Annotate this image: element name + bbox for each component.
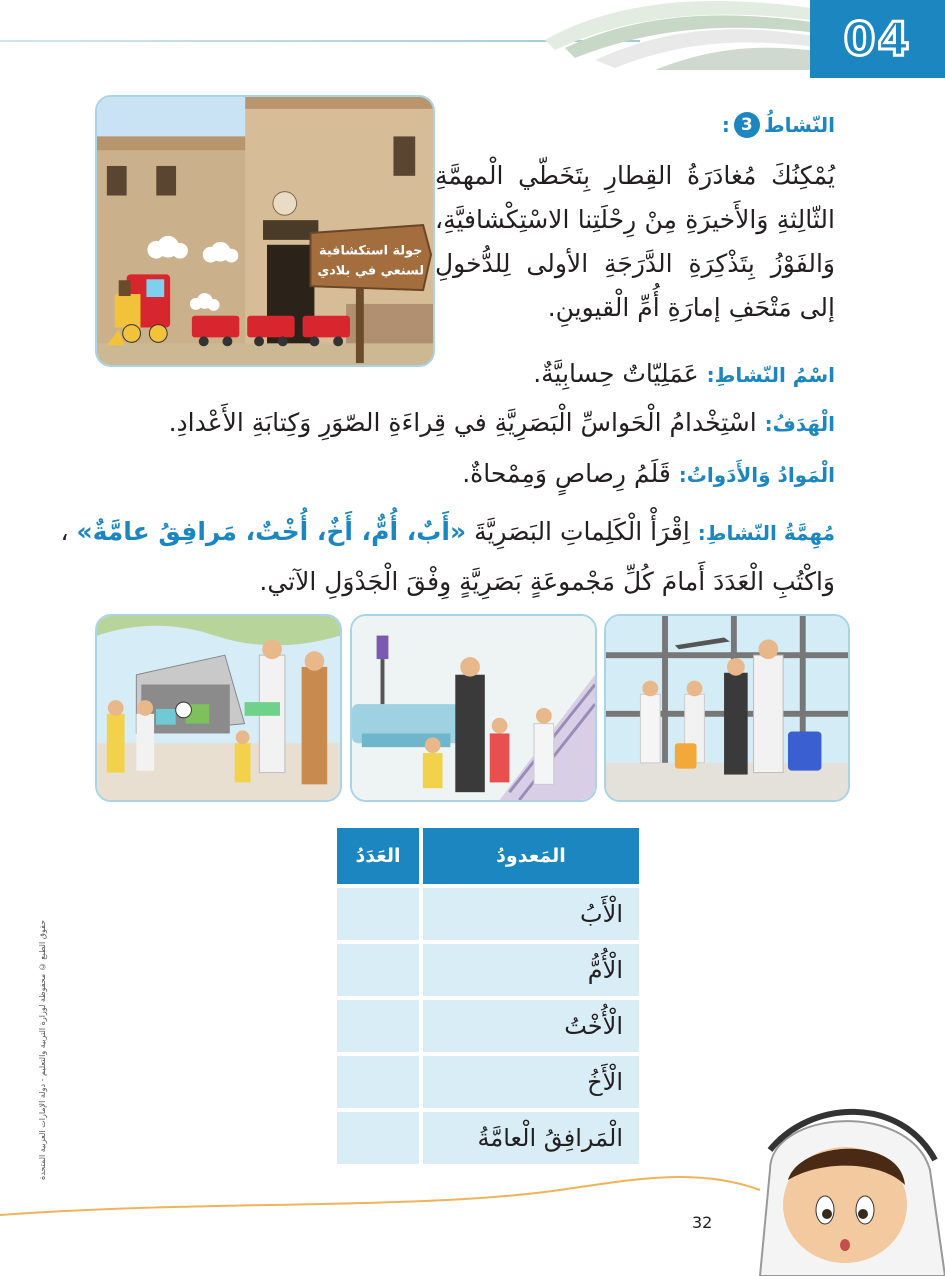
activity-name-row: [533, 356, 835, 393]
family-airport-illustration: [604, 614, 850, 802]
activity-name-value: عَمَلِيّاتٌ حِسابِيَّةٌ.: [533, 359, 699, 388]
row-item: الْمَرافِقُ الْعامَّةُ: [423, 1112, 639, 1164]
col-number-header: العَدَدُ: [337, 828, 419, 884]
table-row: [337, 1056, 639, 1108]
family-car-illustration: [95, 614, 342, 802]
table-row: [337, 1000, 639, 1052]
activity-name-label: اسْمُ النّشاطِ:: [706, 363, 835, 387]
number-answer-cell[interactable]: [337, 1112, 419, 1164]
task-value-b: ،: [60, 517, 69, 546]
activity-paragraph: يُمْكِنُكَ مُغادَرَةُ القِطارِ بِتَخَطّي الْمهمَّةِ الثّالِثةِ وَالأَخيرَةِ مِنْ رِحْلَتِنا الاسْتِكْشافيَّةِ، وَالفَوْزُ بِتَذْكِرَةِ الدَّرَجَةِ الأولى لِلدُّخولِ إلى مَتْحَفِ إمارَةِ أُمِّ الْقيوينِ.: [435, 161, 835, 322]
task-value-a: اِقْرَأْ الْكَلِماتِ البَصَرِيَّةَ: [474, 517, 690, 546]
task-line2: وَاكْتُبِ الْعَدَدَ أَمامَ كُلِّ مَجْموعَةٍ بَصَرِيَّةٍ وِفْقَ الْجَدْوَلِ الآتي.: [259, 567, 835, 596]
counting-table: [333, 824, 643, 1168]
activity-number-badge: 3: [734, 112, 760, 138]
table-row: [337, 1112, 639, 1164]
museum-train-photo: [95, 95, 435, 367]
uae-flag-decoration: [535, 0, 825, 70]
row-item: الْأَخُ: [423, 1056, 639, 1108]
task-row: [60, 514, 835, 551]
number-answer-cell[interactable]: [337, 1000, 419, 1052]
unit-number-badge: [810, 0, 945, 78]
activity-colon: :: [721, 113, 730, 137]
materials-row: [462, 456, 835, 493]
row-item: الْأُخْتُ: [423, 1000, 639, 1052]
copyright-note: حقوق الطبع © محفوظة لوزارة التربية والتعليم - دولة الإمارات العربية المتحدة: [38, 919, 47, 1180]
unit-number: 04: [843, 12, 912, 66]
row-item: الْأُمُّ: [423, 944, 639, 996]
activity-title: النّشاطُ: [763, 113, 835, 137]
table-row: [337, 888, 639, 940]
mascot-boy-illustration: [730, 1090, 945, 1276]
materials-label: الْمَوادُ وَالأَدَواتُ:: [678, 463, 835, 487]
goal-label: الْهَدَفُ:: [764, 412, 835, 436]
col-counted-header: المَعدودُ: [423, 828, 639, 884]
task-label: مُهِمَّةُ النّشاطِ:: [697, 521, 835, 545]
family-home-illustration: [350, 614, 597, 802]
number-answer-cell[interactable]: [337, 1056, 419, 1108]
number-answer-cell[interactable]: [337, 944, 419, 996]
sign-line1: جولة استكشافية: [319, 243, 423, 259]
table-row: [337, 944, 639, 996]
page-number: 32: [692, 1213, 713, 1232]
sight-words: «أَبٌ، أُمٌّ، أَخٌ، أُخْتٌ، مَرافِقُ عامَّةٌ»: [76, 517, 467, 546]
goal-value: اسْتِخْدامُ الْحَواسِّ الْبَصَرِيَّةِ في قِراءَةِ الصّوَرِ وَكِتابَةِ الأَعْدادِ.: [168, 408, 757, 437]
goal-row: [169, 405, 835, 442]
number-answer-cell[interactable]: [337, 888, 419, 940]
row-item: الْأَبُ: [423, 888, 639, 940]
sign-line2: لسنعي في بلادي: [317, 263, 425, 279]
activity-heading: [722, 112, 835, 138]
materials-value: قَلَمُ رِصاصٍ وَمِمْحاةٌ.: [462, 459, 671, 488]
